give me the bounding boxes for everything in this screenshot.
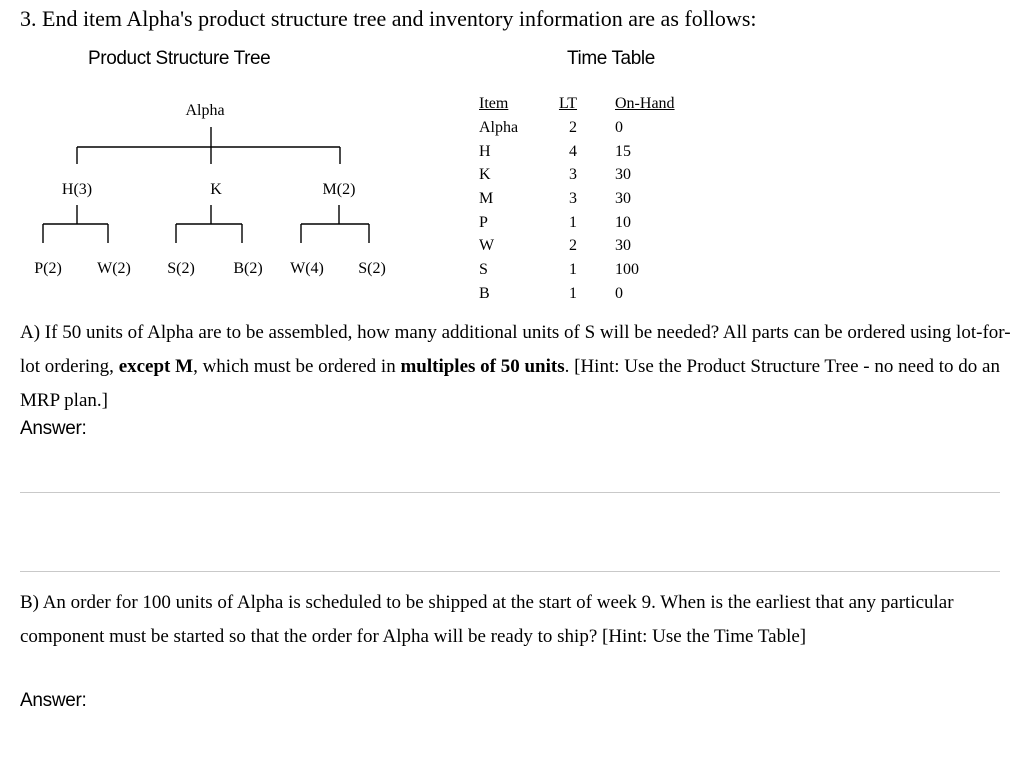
part-b-question: B) An order for 100 units of Alpha is scheduled to be shipped at the start of week 9. When is the earliest that any particular component must be started so that the order for Alpha will be ready to ship? [Hint: Use the Time Table] — [20, 592, 954, 647]
part-a-question — [20, 316, 1020, 418]
tree-heading: Product Structure Tree — [88, 48, 271, 69]
time-table-cell: 30 — [615, 237, 631, 254]
tree-node-w: W(2) — [97, 260, 131, 277]
time-table-cell: 3 — [569, 166, 577, 183]
time-table-cell: 100 — [615, 261, 639, 278]
question-title: 3. End item Alpha's product structure tree and inventory information are as follows: — [20, 6, 757, 31]
time-table-cell: 15 — [615, 143, 631, 160]
time-table-header-onhand: On-Hand — [615, 95, 675, 112]
tree-node-s: S(2) — [167, 260, 195, 277]
time-table-cell: 2 — [569, 119, 577, 136]
tree-node-h: H(3) — [61, 181, 93, 198]
time-table-cell: K — [479, 166, 491, 183]
tree-node-m: M(2) — [322, 181, 356, 198]
time-table-cell: W — [479, 237, 495, 254]
tree-node-root: Alpha — [185, 102, 225, 119]
divider — [20, 492, 1000, 493]
part-a-text: . [Hint: Use the Product Structure Tree - no need to do an MRP plan.] — [20, 356, 1000, 411]
time-table-cell: B — [479, 285, 490, 302]
tree-node-b: B(2) — [233, 260, 263, 277]
time-table-cell: 1 — [569, 285, 577, 302]
time-table-header-lt: LT — [558, 95, 578, 112]
time-table-cell: 30 — [615, 190, 631, 207]
tree-node-w: W(4) — [290, 260, 324, 277]
part-a-emphasis: except M — [118, 356, 194, 377]
part-b-answer-label: Answer: — [20, 690, 87, 711]
tree-node-s: S(2) — [358, 260, 386, 277]
time-table-cell: 30 — [615, 166, 631, 183]
time-table-cell: P — [479, 214, 488, 231]
time-table-cell: 0 — [615, 119, 623, 136]
divider — [20, 571, 1000, 572]
time-table-cell: 2 — [569, 237, 577, 254]
time-table-cell: Alpha — [479, 119, 519, 136]
time-table-header-item: Item — [479, 95, 509, 112]
tree-node-k: K — [210, 181, 222, 198]
time-table-cell: S — [479, 261, 488, 278]
time-table-heading: Time Table — [567, 48, 655, 69]
time-table-cell: M — [479, 190, 494, 207]
time-table-cell: 1 — [569, 214, 577, 231]
product-structure-tree — [0, 90, 420, 290]
part-a-emphasis: multiples of 50 units — [400, 356, 565, 377]
part-a-answer-label: Answer: — [20, 418, 87, 439]
part-a-text: , which must be ordered in — [193, 356, 401, 377]
tree-node-p: P(2) — [34, 260, 62, 277]
time-table-cell: 3 — [569, 190, 577, 207]
time-table-cell: 10 — [615, 214, 631, 231]
time-table-cell: 1 — [569, 261, 577, 278]
time-table-cell: 4 — [569, 143, 577, 160]
part-a-text: A) If 50 units of Alpha are to be assembled, how many additional units of S will be needed? All parts can be ordered using lot-for-lot ordering, — [20, 322, 1011, 377]
time-table-cell: 0 — [615, 285, 623, 302]
time-table-cell: H — [479, 143, 491, 160]
